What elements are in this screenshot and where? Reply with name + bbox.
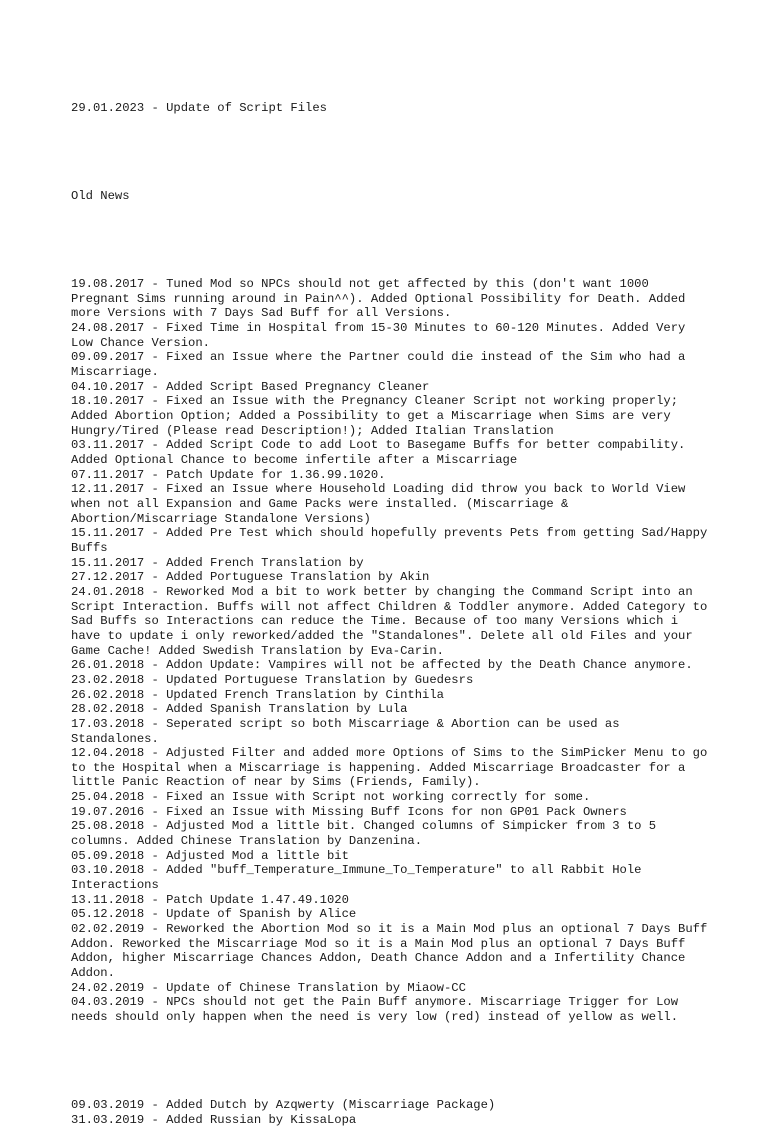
update-line: 29.01.2023 - Update of Script Files — [71, 101, 327, 116]
changelog-entry: 17.03.2018 - Seperated script so both Miscarriage & Abortion can be used as Standalones. — [71, 716, 627, 746]
changelog-entry: 15.11.2017 - Added French Translation by — [71, 555, 364, 570]
changelog-entry: 26.01.2018 - Addon Update: Vampires will not be affected by the Death Chance anymore. — [71, 658, 693, 673]
spacer — [71, 233, 711, 248]
changelog-entry: 05.09.2018 - Adjusted Mod a little bit — [71, 848, 349, 863]
changelog-entry: 26.02.2018 - Updated French Translation by Cinthila — [71, 687, 444, 702]
changelog-entry: 09.03.2019 - Added Dutch by Azqwerty (Miscarriage Package) — [71, 1097, 496, 1112]
changelog-block-1 — [71, 277, 715, 1024]
changelog-entry: 23.02.2018 - Updated Portuguese Translation by Guedesrs — [71, 672, 474, 687]
changelog-entry: 04.03.2019 - NPCs should not get the Pain Buff anymore. Miscarriage Trigger for Low needs should only happen when the need is very low (red) instead of yellow as well. — [71, 995, 686, 1024]
changelog-entry: 28.02.2018 - Added Spanish Translation by Lula — [71, 702, 408, 717]
changelog-entry: 04.10.2017 - Added Script Based Pregnancy Cleaner — [71, 379, 430, 394]
changelog-block-2 — [71, 1098, 711, 1127]
old-news-heading: Old News — [71, 189, 130, 204]
changelog-entry: 13.11.2018 - Patch Update 1.47.49.1020 — [71, 892, 349, 907]
changelog-entry: 07.11.2017 - Patch Update for 1.36.99.1020. — [71, 467, 386, 482]
changelog-entry: 03.11.2017 - Added Script Code to add Loot to Basegame Buffs for better compability. Added Optional Chance to become infertile after a Miscarriage — [71, 438, 693, 468]
changelog-entry: 27.12.2017 - Added Portuguese Translation by Akin — [71, 570, 430, 585]
changelog-entry: 12.04.2018 - Adjusted Filter and added more Options of Sims to the SimPicker Menu to go to the Hospital when a Miscarriage is happening. Added Miscarriage Broadcaster for a little Panic Reaction of near by Sims (Friends, Family). — [71, 746, 715, 790]
spacer — [71, 1054, 711, 1069]
changelog-entry: 19.08.2017 - Tuned Mod so NPCs should not get affected by this (don't want 1000 Pregnant Sims running around in Pain^^). Added Optional Possibility for Death. Added more Versions with 7 Days Sad Buff for all Versions. — [71, 277, 693, 321]
changelog-entry: 12.11.2017 - Fixed an Issue where Household Loading did throw you back to World View when not all Expansion and Game Packs were installed. (Miscarriage & Abortion/Miscarriage Standalone Versions) — [71, 482, 693, 526]
changelog-entry: 02.02.2019 - Reworked the Abortion Mod so it is a Main Mod plus an optional 7 Days Buff Addon. Reworked the Miscarriage Mod so it is a Main Mod plus an optional 7 Days Buff Addon, higher Miscarriage Chances Addon, Death Chance Addon and a Infertility Chance Addon. — [71, 922, 715, 980]
changelog-entry: 03.10.2018 - Added "buff_Temperature_Immune_To_Temperature" to all Rabbit Hole Interactions — [71, 863, 649, 893]
changelog-entry: 09.09.2017 - Fixed an Issue where the Partner could die instead of the Sim who had a Miscarriage. — [71, 350, 693, 380]
changelog-entry: 25.08.2018 - Adjusted Mod a little bit. Changed columns of Simpicker from 3 to 5 columns. Added Chinese Translation by Danzenina. — [71, 819, 664, 849]
changelog-entry: 05.12.2018 - Update of Spanish by Alice — [71, 907, 357, 922]
changelog-entry: 19.07.2016 - Fixed an Issue with Missing Buff Icons for non GP01 Pack Owners — [71, 804, 627, 819]
changelog-entry: 24.08.2017 - Fixed Time in Hospital from 15-30 Minutes to 60-120 Minutes. Added Very Low Chance Version. — [71, 321, 693, 350]
spacer — [71, 145, 711, 160]
changelog-entry: 25.04.2018 - Fixed an Issue with Script not working correctly for some. — [71, 790, 591, 805]
changelog-entry: 15.11.2017 - Added Pre Test which should hopefully prevents Pets from getting Sad/Happy Buffs — [71, 526, 715, 555]
changelog-entry: 31.03.2019 - Added Russian by KissaLopa — [71, 1112, 357, 1127]
changelog-entry: 24.01.2018 - Reworked Mod a bit to work better by changing the Command Script into an Script Interaction. Buffs will not affect Children & Toddler anymore. Added Category to Sad Buffs so Interactions can reduce the Time. Because of too many Versions which i have to update i only reworked/added the "Standalones". Delete all old Files and your Game Cache! Added Swedish Translation by Eva-Carin. — [71, 584, 715, 658]
changelog-entry: 24.02.2019 - Update of Chinese Translation by Miaow-CC — [71, 980, 466, 995]
changelog-entry: 18.10.2017 - Fixed an Issue with the Pregnancy Cleaner Script not working properly; Added Abortion Option; Added a Possibility to get a Miscarriage when Sims are very Hungry/Tired (Please read Description!); Added Italian Translation — [71, 394, 686, 438]
document-page — [71, 72, 715, 1142]
